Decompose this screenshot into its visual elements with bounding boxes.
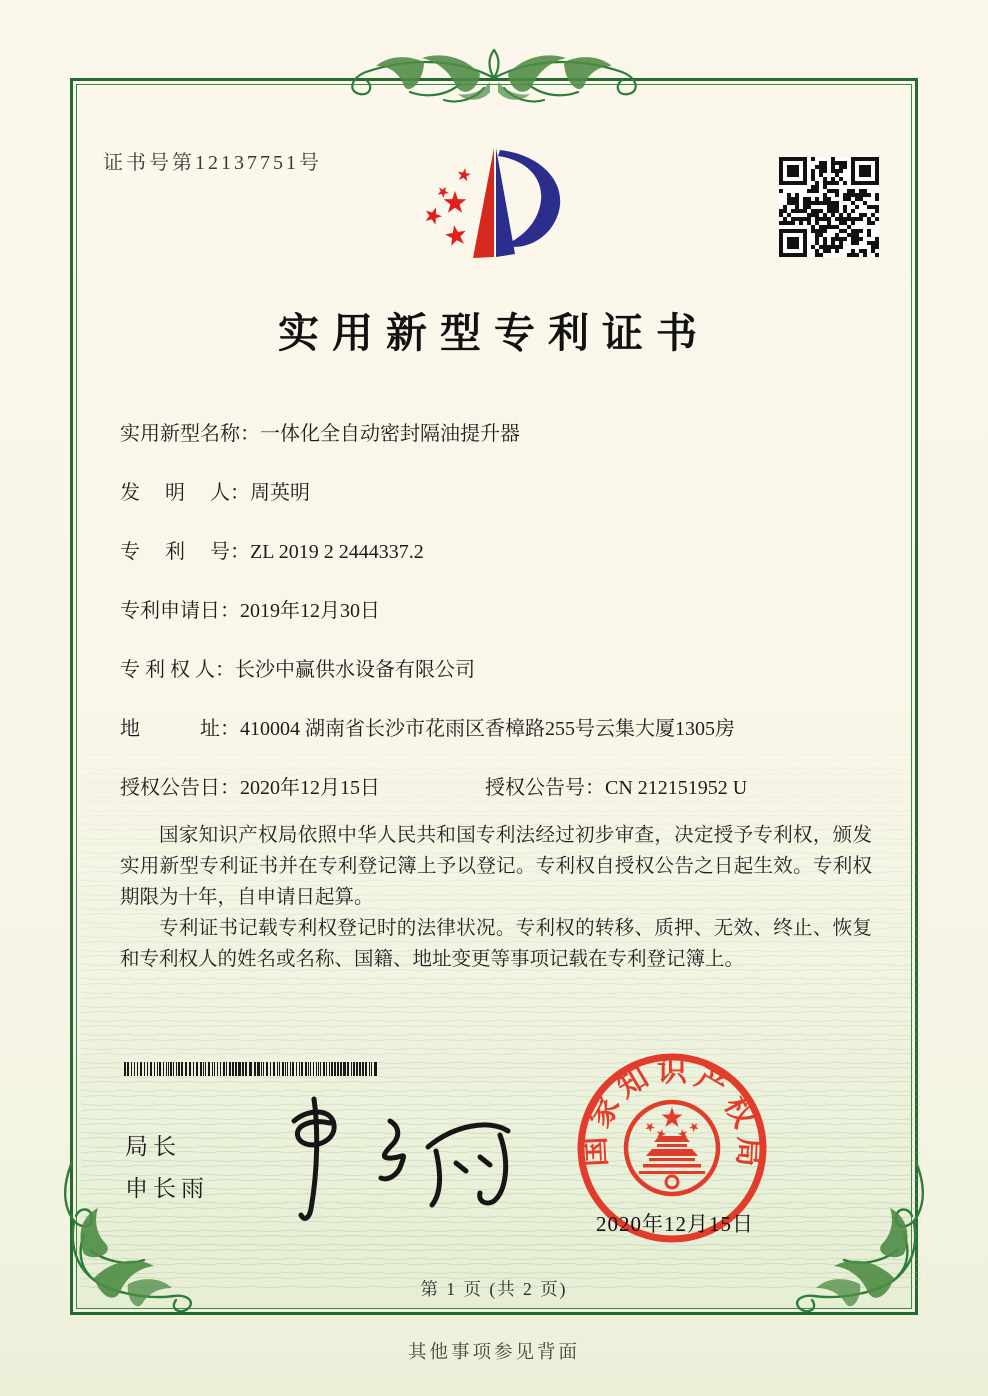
field-label: 专 利 权 人： xyxy=(120,659,235,681)
field-inventor xyxy=(120,476,310,505)
svg-text:国 家 知 识 产 权 局: 国 家 知 识 产 权 局 xyxy=(578,1055,766,1168)
field-value: 周英明 xyxy=(250,482,310,504)
field-label: 授权公告日： xyxy=(120,777,240,799)
field-value: 一体化全自动密封隔油提升器 xyxy=(260,423,520,445)
legal-paragraph-1: 国家知识产权局依照中华人民共和国专利法经过初步审查，决定授予专利权，颁发实用新型专利证书并在专利登记簿上予以登记。专利权自授权公告之日起生效。专利权期限为十年，自申请日起算。 xyxy=(120,825,872,908)
field-label: 地 址： xyxy=(120,718,240,740)
director-title: 局长 xyxy=(125,1133,181,1159)
director-signature xyxy=(252,1093,522,1225)
qr-code xyxy=(779,157,879,257)
field-label: 专 利 号： xyxy=(120,541,250,563)
field-label: 专利申请日： xyxy=(120,600,240,622)
certificate-number: 证书号第12137751号 xyxy=(103,152,322,174)
field-filing-date xyxy=(120,594,380,623)
cnipa-logo xyxy=(415,142,580,287)
field-value: 长沙中赢供水设备有限公司 xyxy=(235,659,475,681)
field-utility-model-name xyxy=(120,417,520,446)
seal-date: 2020年12月15日 xyxy=(596,1212,754,1236)
field-label: 发 明 人： xyxy=(120,482,250,504)
field-value: 2019年12月30日 xyxy=(240,600,380,622)
field-label: 授权公告号： xyxy=(485,777,605,799)
legal-text xyxy=(120,820,872,975)
barcode xyxy=(124,1062,380,1076)
field-value: ZL 2019 2 2444337.2 xyxy=(250,541,424,563)
field-patentee xyxy=(120,653,475,682)
back-side-note: 其他事项参见背面 xyxy=(407,1343,580,1363)
certificate-title: 实用新型专利证书 xyxy=(278,310,710,356)
field-grant-publication-number xyxy=(485,771,747,800)
field-value: 410004 湖南省长沙市花雨区香樟路255号云集大厦1305房 xyxy=(240,718,735,740)
legal-paragraph-2: 专利证书记载专利权登记时的法律状况。专利权的转移、质押、无效、终止、恢复和专利权人的姓名或名称、国籍、地址变更等事项记载在专利登记簿上。 xyxy=(120,918,872,970)
field-value: CN 212151952 U xyxy=(605,777,748,799)
field-value: 2020年12月15日 xyxy=(240,777,380,799)
page-number-footer: 第 1 页 (共 2 页) xyxy=(420,1279,568,1299)
field-label: 实用新型名称： xyxy=(120,423,260,445)
director-name: 申长雨 xyxy=(125,1175,209,1201)
field-address xyxy=(120,712,735,741)
field-grant-date-and-number xyxy=(120,771,748,800)
field-patent-number xyxy=(120,535,424,564)
